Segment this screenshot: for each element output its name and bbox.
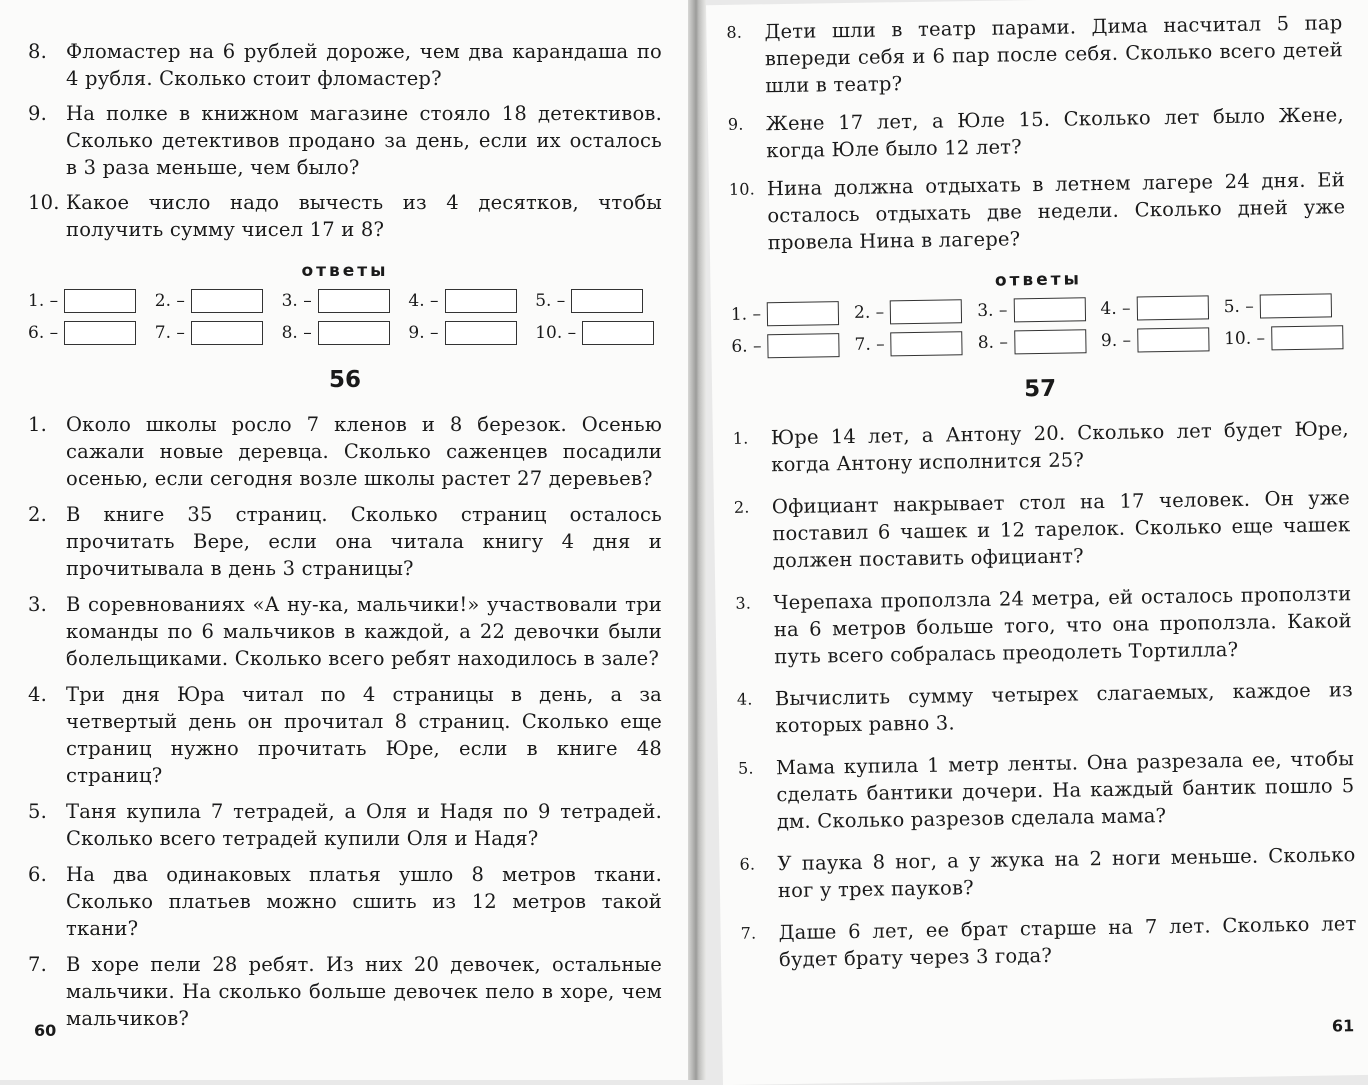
problem-text: Вычислить сумму четырех слагаемых, каждое из которых равно 3.	[774, 678, 1354, 738]
answer-box[interactable]	[191, 321, 263, 345]
answer-box[interactable]	[1137, 327, 1209, 352]
problem-number: 5.	[737, 758, 754, 778]
problem-text: Три дня Юра читал по 4 страницы в день, а за четвертый день он прочитал 8 страниц. Сколько еще страниц нужно прочитать Юре, если в книге 48 страниц?	[66, 683, 662, 787]
answer-slot	[28, 321, 155, 345]
problem-text: Около школы росло 7 кленов и 8 березок. Осенью сажали новые деревца. Сколько саженцев посадили осенью, если сегодня возле школы растет 27 деревьев?	[66, 413, 662, 490]
answer-slot	[731, 333, 855, 359]
problem-number: 2.	[28, 503, 48, 526]
answer-box[interactable]	[318, 289, 390, 313]
answer-label: 6. –	[731, 336, 762, 357]
answer-box[interactable]	[571, 289, 643, 313]
problem-number: 10.	[728, 179, 756, 199]
answer-label: 7. –	[154, 323, 185, 343]
answer-label: 4. –	[408, 291, 439, 311]
answer-slot	[1100, 295, 1224, 321]
problem-text: Мама купила 1 метр ленты. Она разрезала ее, чтобы сделать бантики дочери. На каждый бантик пошло 5 дм. Сколько разрезов сделала мама?	[775, 747, 1355, 834]
problem	[28, 681, 662, 789]
problem-number: 1.	[732, 428, 749, 448]
answer-slot	[854, 331, 978, 357]
problem-number: 3.	[735, 593, 752, 613]
problem-text: Дети шли в театр парами. Дима насчитал 5 пар впереди себя и 6 пар после себя. Сколько всего детей шли в театр?	[764, 11, 1343, 98]
problem-text: В соревнованиях «А ну-ка, мальчики!» участвовали три команды по 6 мальчиков в каждой, а 22 девочки были болельщиками. Сколько всего ребят находилось в зале?	[66, 593, 662, 670]
problem-text: В хоре пели 28 ребят. Из них 20 девочек, остальные мальчики. На сколько больше девочек пело в хоре, чем мальчиков?	[66, 953, 662, 1030]
problem-text: Официант накрывает стол на 17 человек. Он уже поставил 6 чашек и 12 тарелок. Сколько еще чашек должен поставить официант?	[771, 486, 1351, 573]
problem	[28, 861, 662, 942]
problem-text: Юре 14 лет, а Антону 20. Сколько лет будет Юре, когда Антону исполнится 25?	[770, 417, 1349, 477]
answer-label: 1. –	[28, 291, 59, 311]
book-gutter	[688, 0, 706, 1080]
answer-label: 8. –	[281, 323, 312, 343]
answer-box[interactable]	[64, 321, 136, 345]
answer-slot	[282, 289, 409, 313]
answer-label: 4. –	[1100, 298, 1131, 320]
set-57-problems	[733, 415, 1358, 974]
problem-text: Жене 17 лет, а Юле 15. Сколько лет было Жене, когда Юле было 12 лет?	[765, 103, 1345, 163]
problem	[28, 189, 662, 243]
problem	[28, 798, 662, 852]
answers-grid	[731, 293, 1348, 359]
answer-slot	[1101, 327, 1225, 353]
problem-number: 4.	[28, 683, 48, 706]
answer-box[interactable]	[318, 321, 390, 345]
answer-box[interactable]	[1271, 325, 1343, 350]
problem	[28, 100, 662, 181]
problem-text: Даше 6 лет, ее брат старше на 7 лет. Сколько лет будет брату через 3 года?	[778, 912, 1357, 972]
right-top-problems	[726, 9, 1346, 257]
problem-text: Нина должна отдыхать в летнем лагере 24 дня. Ей осталось отдыхать две недели. Сколько дней уже провела Нина в лагере?	[766, 168, 1346, 255]
answer-box[interactable]	[445, 321, 517, 345]
problem	[726, 9, 1343, 100]
problem-text: Фломастер на 6 рублей дороже, чем два карандаша по 4 рубля. Сколько стоит фломастер?	[66, 40, 662, 90]
problem-number: 7.	[740, 923, 757, 943]
answers-title: ответы	[994, 269, 1083, 291]
problem-number: 3.	[28, 593, 48, 616]
answer-slot	[535, 321, 662, 345]
problem-text: Какое число надо вычесть из 4 десятков, чтобы получить сумму чисел 17 и 8?	[66, 191, 662, 241]
problem-text: Черепаха проползла 24 метра, ей осталось проползти на 6 метров больше того, что она проползла. Какой путь всего собралась преодолеть Тортилла?	[773, 582, 1352, 669]
answer-label: 8. –	[977, 332, 1009, 353]
answer-label: 5. –	[1223, 296, 1254, 318]
set-title: 57	[1023, 375, 1057, 403]
problem-text: У паука 8 ног, а у жука на 2 ноги меньше. Сколько ног у трех пауков?	[777, 843, 1356, 903]
problem-text: В книге 35 страниц. Сколько страниц осталось прочитать Вере, если она читала книгу 4 дня и прочитывала в день 3 страницы?	[66, 503, 662, 580]
answer-box[interactable]	[1260, 293, 1332, 318]
left-top-problems	[28, 38, 662, 243]
answer-box[interactable]	[445, 289, 517, 313]
answer-box[interactable]	[767, 301, 839, 326]
problem-number: 7.	[28, 953, 48, 976]
answer-label: 10. –	[535, 323, 577, 343]
answer-slot	[978, 329, 1102, 355]
problem-number: 10.	[28, 191, 60, 214]
problem	[739, 841, 1356, 905]
answer-box[interactable]	[64, 289, 136, 313]
problem	[729, 166, 1346, 257]
answer-slot	[977, 297, 1101, 323]
problem-number: 8.	[726, 22, 743, 42]
problem	[728, 101, 1345, 165]
problem	[737, 676, 1354, 740]
answer-label: 9. –	[408, 323, 439, 343]
problem-text: На полке в книжном магазине стояло 18 детективов. Сколько детективов продано за день, если их осталось в 3 раза меньше, чем было?	[66, 102, 662, 179]
problem	[740, 910, 1357, 974]
answer-box[interactable]	[1014, 329, 1086, 354]
page-number: 60	[34, 1021, 57, 1040]
answer-box[interactable]	[890, 299, 962, 324]
answer-label: 2. –	[154, 291, 185, 311]
answers-title: ответы	[301, 261, 389, 281]
problem	[734, 484, 1351, 575]
answer-label: 9. –	[1100, 330, 1132, 352]
answer-label: 1. –	[730, 304, 762, 325]
problem-number: 9.	[28, 102, 48, 125]
answers-grid	[28, 289, 662, 345]
answer-slot	[1224, 325, 1348, 351]
problem-number: 4.	[736, 689, 753, 709]
problem-number: 8.	[28, 40, 48, 63]
problem	[738, 745, 1355, 836]
problem	[735, 580, 1352, 671]
answer-box[interactable]	[1013, 297, 1085, 322]
answer-slot	[155, 321, 282, 345]
problem-number: 6.	[739, 854, 756, 874]
answer-label: 5. –	[535, 291, 566, 311]
answer-label: 7. –	[854, 334, 885, 355]
answer-slot	[1223, 293, 1347, 319]
problem-number: 9.	[727, 114, 744, 134]
set-title: 56	[328, 367, 361, 393]
answer-box[interactable]	[1136, 295, 1208, 320]
problem	[28, 38, 662, 92]
page-number: 61	[1331, 1016, 1355, 1036]
answer-box[interactable]	[891, 331, 963, 356]
answer-slot	[28, 289, 155, 313]
answer-slot	[854, 299, 978, 325]
answer-label: 6. –	[28, 323, 59, 343]
answer-slot	[535, 289, 662, 313]
answer-box[interactable]	[767, 333, 839, 358]
answer-slot	[155, 289, 282, 313]
problem	[28, 501, 662, 582]
answer-slot	[282, 321, 409, 345]
problem-number: 2.	[733, 497, 750, 517]
problem	[28, 411, 662, 492]
set-56-problems	[28, 411, 662, 1032]
answer-slot	[731, 301, 855, 327]
answer-label: 2. –	[853, 302, 885, 323]
problem	[733, 415, 1350, 479]
problem-number: 5.	[28, 800, 48, 823]
answer-label: 10. –	[1223, 328, 1266, 350]
answer-box[interactable]	[582, 321, 654, 345]
answer-box[interactable]	[191, 289, 263, 313]
answer-slot	[408, 289, 535, 313]
answer-slot	[408, 321, 535, 345]
problem-text: Таня купила 7 тетрадей, а Оля и Надя по 9 тетрадей. Сколько всего тетрадей купили Оля и Надя?	[66, 800, 662, 850]
answer-label: 3. –	[977, 300, 1008, 321]
problem-number: 6.	[28, 863, 48, 886]
problem	[28, 951, 662, 1032]
answer-label: 3. –	[281, 291, 312, 311]
problem	[28, 591, 662, 672]
problem-text: На два одинаковых платья ушло 8 метров ткани. Сколько платьев можно сшить из 12 метров такой ткани?	[66, 863, 662, 940]
right-page	[706, 0, 1368, 1085]
problem-number: 1.	[28, 413, 48, 436]
